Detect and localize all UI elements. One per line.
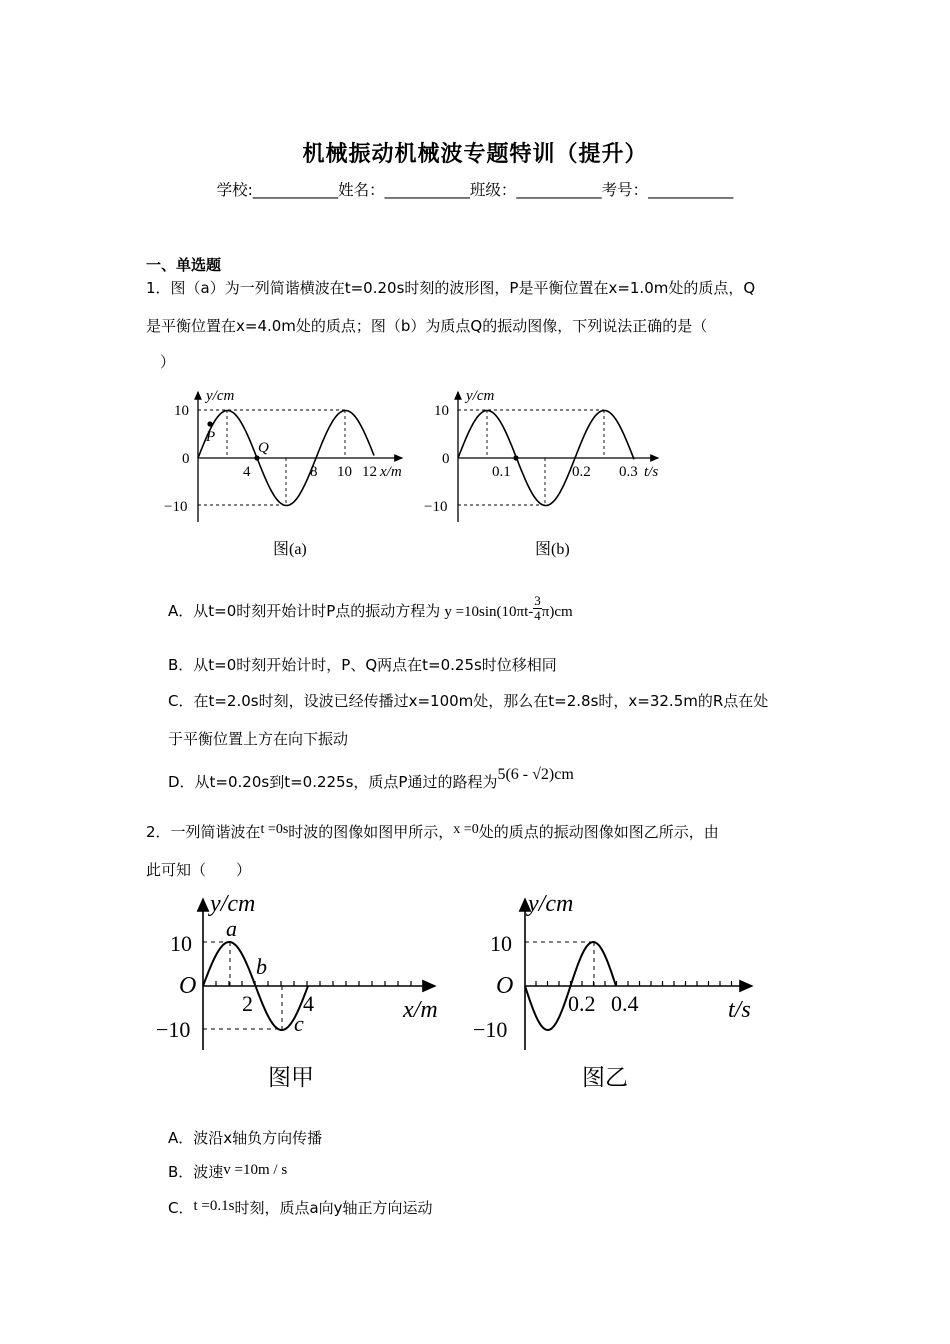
figure-yi-caption: 图乙 <box>582 1065 628 1090</box>
x-tick-0-2: 0.2 <box>568 991 596 1016</box>
x-tick-0-4: 0.4 <box>611 991 639 1016</box>
x-axis-label: x/m <box>403 997 438 1023</box>
y-tick-0: 0 <box>442 451 450 467</box>
x-tick-0-3: 0.3 <box>619 464 638 480</box>
x-tick-0-2: 0.2 <box>572 464 591 480</box>
y-axis-label: y/cm <box>206 388 235 404</box>
x-tick-4: 4 <box>243 464 251 480</box>
figure-b-vibration-graph <box>420 382 680 562</box>
student-info-line: 学校:___________姓名：___________班级：___________考号：___________ <box>216 181 734 199</box>
point-b-label: b <box>256 954 267 979</box>
origin-label: O <box>496 973 514 999</box>
x-tick-8: 8 <box>310 464 318 480</box>
x-tick-4: 4 <box>303 991 314 1016</box>
q1-stem-line2: 是平衡位置在x=4.0m处的质点；图（b）为质点Q的振动图像，下列说法正确的是（ <box>146 317 708 335</box>
y-tick-10: 10 <box>174 403 189 419</box>
q1-option-a: A．从t=0时刻开始计时P点的振动方程为 y =10sin(10πt- $\frac{3}{4}$ π)cm <box>168 593 573 623</box>
figure-yi-vibration-graph <box>470 885 770 1095</box>
x-axis-label: t/s <box>644 464 659 480</box>
x-tick-2: 2 <box>242 991 253 1016</box>
x-axis-label: x/m <box>380 464 402 480</box>
y-tick-minus10: −10 <box>424 499 448 515</box>
zero-crossing-marker <box>513 455 518 460</box>
x-tick-12: 12 <box>362 464 377 480</box>
q2-option-b: B．波速v =10m / s <box>168 1162 288 1181</box>
q1-option-d: D．从t=0.20s到t=0.225s，质点P通过的路程为5(6 - √2)cm <box>168 766 574 791</box>
x-tick-10: 10 <box>337 464 352 480</box>
section-heading: 一、单选题 <box>146 256 222 274</box>
y-tick-10: 10 <box>490 931 512 956</box>
q1-stem-line1: 1．图（a）为一列简谐横波在t=0.20s时刻的波形图，P是平衡位置在x=1.0m处的质点，Q <box>146 279 756 297</box>
y-tick-0: 0 <box>182 451 190 467</box>
page-title: 机械振动机械波专题特训（提升） <box>302 142 648 167</box>
q2-option-a: A．波沿x轴负方向传播 <box>168 1129 323 1147</box>
q1-option-c-line2: 于平衡位置上方在向下振动 <box>168 730 349 748</box>
q2-option-c: C．t =0.1s时刻，质点a向y轴正方向运动 <box>168 1198 433 1217</box>
q1-stem-line3: ） <box>160 353 176 371</box>
y-tick-10: 10 <box>170 931 192 956</box>
y-tick-minus10: −10 <box>164 499 188 515</box>
y-tick-minus10: −10 <box>156 1017 191 1042</box>
y-tick-minus10: −10 <box>473 1017 508 1042</box>
x-axis-label: t/s <box>728 997 751 1023</box>
q1-option-b: B．从t=0时刻开始计时，P、Q两点在t=0.25s时位移相同 <box>168 656 557 674</box>
figure-a-wave-graph <box>160 382 430 562</box>
y-tick-10: 10 <box>434 403 449 419</box>
y-axis-label: y/cm <box>528 891 574 917</box>
q2-stem-line2: 此可知（ ） <box>146 861 252 879</box>
point-p-label: P <box>206 429 216 445</box>
q2-stem-line1: 2．一列简谐波在t =0s时波的图像如图甲所示，x =0处的质点的振动图像如图乙所示，由 <box>146 822 719 841</box>
y-axis-label: y/cm <box>210 891 256 917</box>
figure-b-caption: 图(b) <box>535 541 570 558</box>
y-axis-label: y/cm <box>466 388 495 404</box>
point-p-marker <box>207 421 212 426</box>
figure-jia-caption: 图甲 <box>268 1065 314 1090</box>
point-q-marker <box>254 455 259 460</box>
figure-a-caption: 图(a) <box>273 541 307 558</box>
x-tick-0-1: 0.1 <box>492 464 511 480</box>
point-c-label: c <box>294 1011 304 1036</box>
point-a-label: a <box>226 916 237 941</box>
point-q-label: Q <box>258 440 269 456</box>
q1-option-c-line1: C．在t=2.0s时刻，设波已经传播过x=100m处，那么在t=2.8s时，x=32.5m的R点在处 <box>168 692 769 710</box>
origin-label: O <box>179 973 197 999</box>
figure-jia-wave-graph <box>150 885 450 1095</box>
